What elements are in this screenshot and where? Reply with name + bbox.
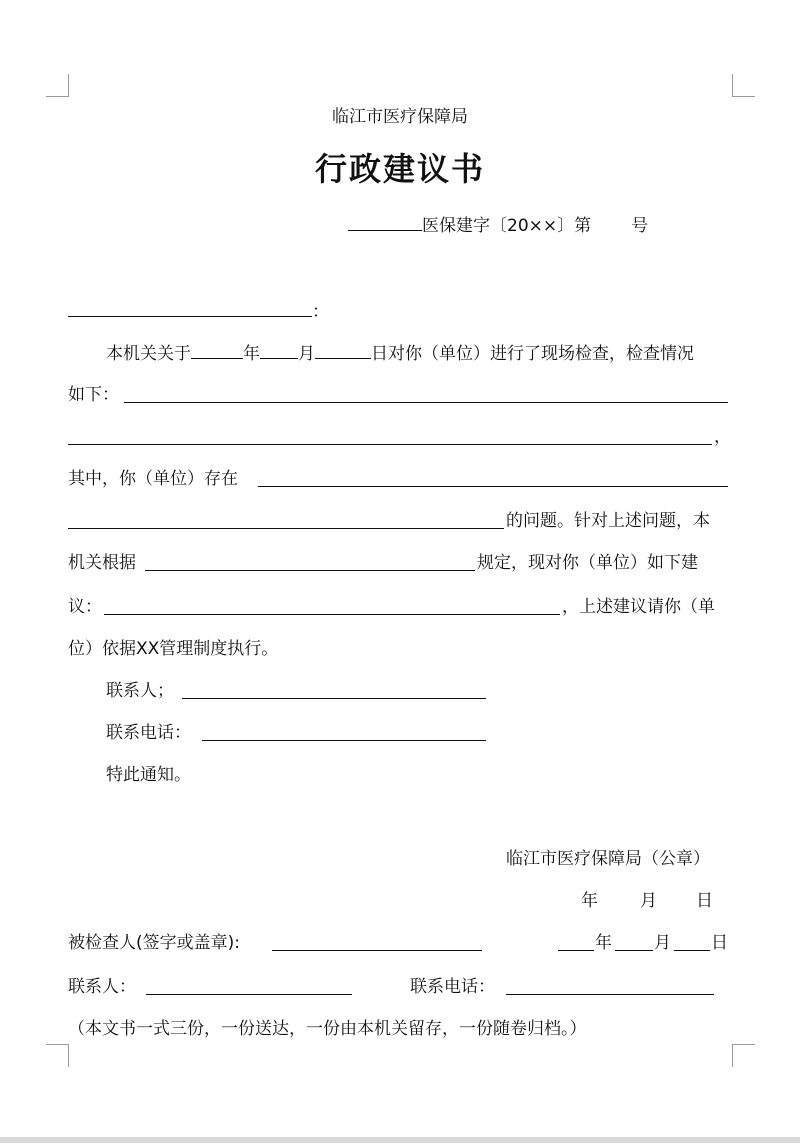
document-title: 行政建议书	[314, 150, 485, 188]
contact-phone-label: 联系电话：	[106, 723, 191, 743]
inspected-party-signature-blank[interactable]	[272, 950, 482, 951]
doc-number-suffix: 号	[631, 216, 649, 236]
suggestion-blank[interactable]	[104, 614, 560, 615]
receipt-year-label: 年	[595, 933, 612, 953]
body-line-8: 位）依据XX管理制度执行。	[68, 639, 279, 659]
inspection-month-blank[interactable]	[260, 340, 298, 359]
body-line-7-text: ，上述建议请你（单	[562, 597, 715, 617]
footer-note: （本文书一式三份，一份送达，一份由本机关留存，一份随卷归档。）	[68, 1019, 587, 1039]
body-line-6-text: 规定，现对你（单位）如下建	[477, 553, 698, 573]
inspected-party-label: 被检查人(签字或盖章):	[68, 933, 240, 953]
corner-mark-top-right	[732, 74, 755, 97]
body-text: 本机关关于	[106, 344, 191, 364]
inspection-year-blank[interactable]	[191, 340, 243, 359]
body-line-4-label: 其中，你（单位）存在	[68, 469, 238, 489]
receipt-month-label: 月	[654, 933, 671, 953]
receipt-year-blank[interactable]	[558, 950, 594, 951]
month-label: 月	[298, 344, 315, 364]
inspection-findings-blank[interactable]	[124, 402, 728, 403]
closing-text: 特此通知。	[106, 765, 191, 785]
signature-year: 年	[581, 891, 598, 911]
addressee-blank[interactable]	[68, 298, 312, 317]
signature-org: 临江市医疗保障局（公章）	[506, 849, 710, 869]
body-text: 日对你（单位）进行了现场检查，检查情况	[371, 344, 694, 364]
contact-person-label: 联系人；	[106, 681, 174, 701]
year-label: 年	[243, 344, 260, 364]
body-line-7-label: 议：	[68, 597, 102, 617]
inspection-day-blank[interactable]	[315, 340, 371, 359]
corner-mark-bottom-left	[46, 1044, 69, 1067]
window-bottom-edge	[0, 1137, 800, 1143]
signature-day: 日	[696, 891, 713, 911]
body-line-5-text: 的问题。针对上述问题，本	[506, 511, 710, 531]
receipt-day-blank[interactable]	[674, 950, 710, 951]
receipt-day-label: 日	[711, 933, 728, 953]
corner-mark-top-left	[46, 74, 69, 97]
body-comma: ，	[714, 427, 731, 447]
addressee-line	[68, 298, 329, 323]
doc-number-text: 医保建字〔20××〕第	[422, 216, 592, 236]
receipt-month-blank[interactable]	[615, 950, 653, 951]
contact-phone-blank[interactable]	[202, 740, 486, 741]
contact-person-blank[interactable]	[182, 698, 486, 699]
body-line-2-label: 如下：	[68, 385, 119, 405]
footer-contact-label: 联系人：	[68, 977, 136, 997]
signature-month: 月	[640, 891, 657, 911]
body-line-6-label: 机关根据	[68, 553, 136, 573]
regulation-blank[interactable]	[145, 570, 475, 571]
doc-number-blank[interactable]	[348, 212, 422, 231]
corner-mark-bottom-right	[732, 1044, 755, 1067]
document-number	[348, 212, 648, 237]
body-line-1	[106, 340, 694, 365]
footer-phone-blank[interactable]	[506, 994, 714, 995]
addressee-colon: ：	[312, 302, 329, 322]
problem-blank-2[interactable]	[68, 528, 504, 529]
problem-blank-1[interactable]	[258, 486, 728, 487]
footer-contact-blank[interactable]	[146, 994, 352, 995]
issuer-name: 临江市医疗保障局	[332, 107, 468, 127]
inspection-findings-blank-2[interactable]	[68, 444, 712, 445]
footer-phone-label: 联系电话：	[410, 977, 495, 997]
